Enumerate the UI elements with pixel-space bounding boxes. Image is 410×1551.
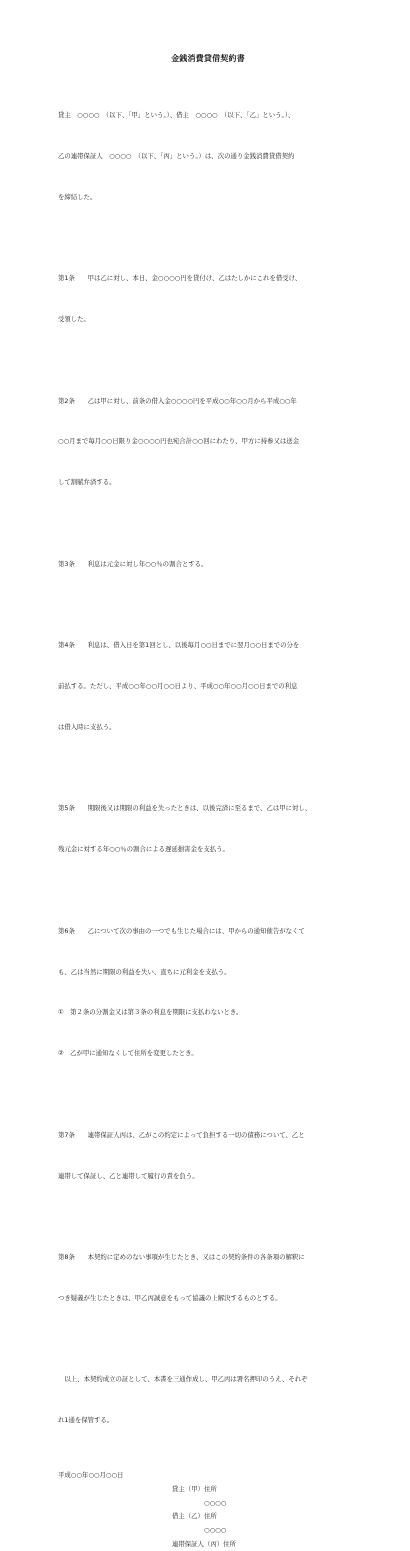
article-line: ① 第２条の分割金又は第３条の利息を期限に支払わないとき。	[58, 1008, 243, 1017]
preamble-line: 乙の連帯保証人 ○○○○ （以下、「丙」という。）は、次の通り金銭消費貸借契約	[58, 151, 295, 160]
article-line: 第5条 期限後又は期限の利益を失ったときは、以後完済に至るまで、乙は甲に対し、	[58, 804, 312, 813]
article-line: して割賦弁済する。	[58, 478, 116, 487]
article-line: つき疑義が生じたときは、甲乙丙誠意をもって協議の上解決するものとする。	[58, 1293, 282, 1302]
article-3	[58, 531, 358, 599]
article-1	[58, 245, 358, 354]
signature-block	[172, 1483, 358, 1551]
article-7	[58, 1102, 358, 1211]
borrower-address-value: ○○○○	[204, 1525, 227, 1534]
article-line: 第8条 本契約に定めのない事項が生じたとき、又はこの契約条件の各条項の解釈に	[58, 1253, 305, 1262]
article-line: 連帯して保証し、乙と連帯して履行の責を負う。	[58, 1171, 199, 1180]
preamble-line: 貸主 ○○○○ （以下、「甲」という。）、借主 ○○○○ （以下、「乙」という。）、	[58, 111, 295, 120]
article-line: ② 乙が甲に通知なくして住所を変更したとき。	[58, 1049, 198, 1058]
borrower-address-label: 借主（乙）住所	[172, 1512, 217, 1521]
article-line: 受領した。	[58, 315, 90, 324]
article-line: 第3条 利息は元金に対し年○○％の割合とする。	[58, 559, 208, 568]
article-line: ○○月まで毎月○○日限り金○○○○円也宛合計○○回にわたり、甲方に持参又は送金	[58, 437, 300, 446]
article-line: 第7条 連帯保証人丙は、乙がこの約定によって負担する一切の債務について、乙と	[58, 1130, 305, 1139]
closing-statement	[58, 1346, 358, 1455]
article-line: も、乙は当然に期限の利益を失い、直ちに元利金を支払う。	[58, 967, 231, 976]
preamble-line: を締結した。	[58, 192, 97, 201]
lender-address-label: 貸主（甲）住所	[172, 1485, 217, 1494]
article-line: 第6条 乙について次の事由の一つでも生じた場合には、甲からの通知催告がなくて	[58, 926, 305, 935]
article-4	[58, 612, 358, 762]
article-6	[58, 898, 358, 1088]
article-line: 第2条 乙は甲に対し、前条の借入金○○○○円を平成○○年○○月から平成○○年	[58, 396, 297, 405]
article-2	[58, 367, 358, 517]
article-line: 第1条 甲は乙に対し、本日、金○○○○円を貸付け、乙はたしかにこれを借受け、	[58, 274, 302, 283]
contract-date: 平成○○年○○月○○日	[58, 1470, 124, 1479]
article-line: 第4条 利息は、借入日を第1回とし、以後毎月○○日までに翌月○○日までの分を	[58, 641, 300, 650]
preamble	[58, 82, 358, 232]
guarantor-address-label: 連帯保証人（丙）住所	[172, 1539, 236, 1548]
article-line: 前払する。ただし、平成○○年○○月○○日より、平成○○年○○月○○日までの利息	[58, 682, 298, 691]
closing-line: れ1通を保管する。	[58, 1416, 114, 1425]
article-8	[58, 1224, 358, 1333]
article-line: 残元金に対する年○○％の割合による遅延損害金を支払う。	[58, 845, 229, 854]
closing-line: 以上、本契約成立の証として、本書を三通作成し、甲乙丙は署名押印のうえ、それぞ	[58, 1375, 308, 1384]
article-line: は借入時に支払う。	[58, 722, 116, 731]
document-title: 金銭消費貸借契約書	[171, 54, 245, 63]
lender-address-value: ○○○○	[204, 1498, 227, 1507]
article-5	[58, 775, 358, 884]
